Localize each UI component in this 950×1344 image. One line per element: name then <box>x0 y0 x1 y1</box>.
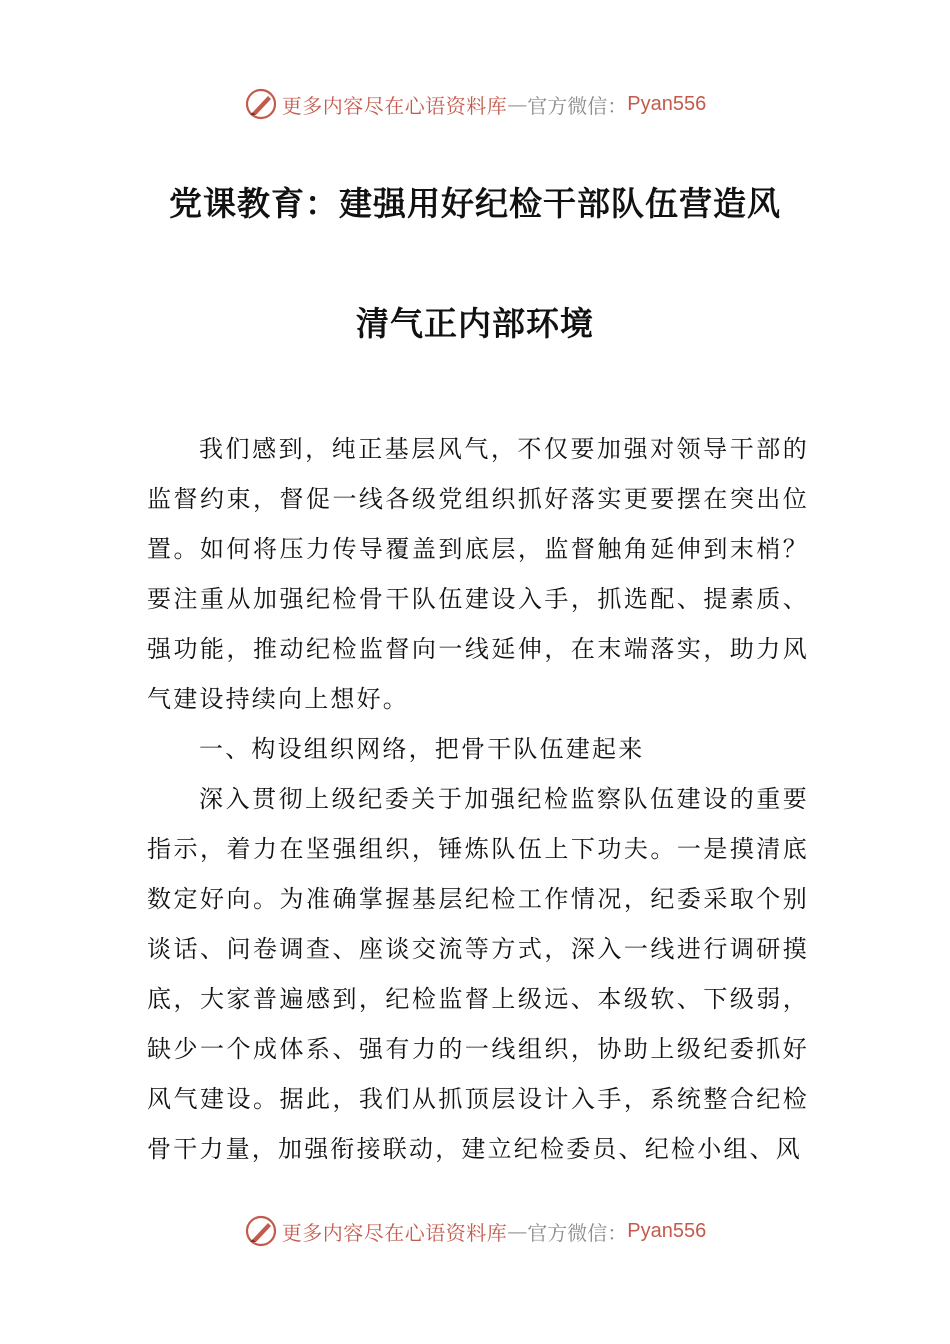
site-name: 更多内容尽在心语资料库 <box>281 93 508 118</box>
paragraph-section-1: 深入贯彻上级纪委关于加强纪检监察队伍建设的重要指示，着力在坚强组织，锤炼队伍上下功夫。一是摸清底数定好向。为准确掌握基层纪检工作情况，纪委采取个别谈话、问卷调查、座谈交流等方式，深入一线进行调研摸底，大家普遍感到，纪检监督上级远、本级软、下级弱，缺少一个成体系、强有力的一线组织，协助上级纪委抓好风气建设。据此，我们从抓顶层设计入手，系统整合纪检骨干力量，加强衔接联动，建立纪检委员、纪检小组、风 <box>147 785 809 1163</box>
footer-watermark <box>0 1211 950 1251</box>
header-watermark <box>0 84 950 124</box>
document-body <box>147 424 809 1174</box>
wechat-id: Pyan556 <box>627 92 707 115</box>
wechat-id: Pyan556 <box>627 1219 707 1242</box>
pen-logo-icon <box>244 1214 278 1248</box>
document-title-line-2: 清气正内部环境 <box>356 304 594 343</box>
paragraph-intro: 我们感到，纯正基层风气，不仅要加强对领导干部的监督约束，督促一线各级党组织抓好落实更要摆在突出位置。如何将压力传导覆盖到底层，监督触角延伸到末梢？要注重从加强纪检骨干队伍建设入手，抓选配、提素质、强功能，推动纪检监督向一线延伸，在末端落实，助力风气建设持续向上想好。 <box>147 435 809 713</box>
pen-logo-icon <box>244 87 278 121</box>
section-heading: 一、构设组织网络，把骨干队伍建起来 <box>199 735 645 763</box>
wechat-label: 官方微信： <box>527 93 628 118</box>
separator-dash: — <box>507 1219 528 1243</box>
site-name: 更多内容尽在心语资料库 <box>281 1220 508 1245</box>
document-title-line-1: 党课教育：建强用好纪检干部队伍营造风 <box>169 184 781 223</box>
separator-dash: — <box>507 92 528 116</box>
wechat-label: 官方微信： <box>527 1220 628 1245</box>
